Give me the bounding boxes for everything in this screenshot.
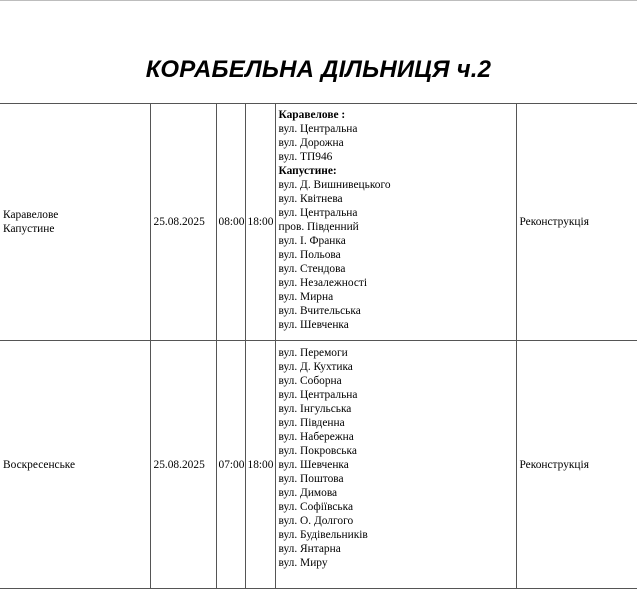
settlement-cell [0, 341, 150, 589]
street-item: вул. Центральна [278, 207, 358, 219]
street-item: вул. Димова [278, 487, 338, 499]
date-cell: 25.08.2025 [150, 104, 216, 341]
top-rule [0, 0, 637, 1]
street-item: вул. Набережна [278, 431, 354, 443]
street-item: вул. Стендова [278, 263, 346, 275]
date-cell: 25.08.2025 [150, 341, 216, 589]
street-item: вул. Д. Кухтика [278, 361, 353, 373]
street-item: вул. Центральна [278, 123, 358, 135]
page-title: КОРАБЕЛЬНА ДІЛЬНИЦЯ ч.2 [145, 56, 492, 83]
street-item: вул. Софіївська [278, 501, 354, 513]
work-type-cell: Реконструкція [516, 341, 637, 589]
table-row [0, 341, 637, 589]
place-header: Каравелове : [278, 109, 346, 121]
street-item: вул. Будівельників [278, 529, 368, 541]
street-item: вул. Янтарна [278, 543, 341, 555]
street-item: вул. Шевченка [278, 459, 349, 471]
street-item: пров. Південний [278, 221, 359, 233]
place-header: Капустине: [278, 165, 337, 177]
street-item: вул. Мирна [278, 291, 334, 303]
time-to-cell: 18:00 [245, 104, 275, 341]
street-item: вул. О. Долгого [278, 515, 354, 527]
settlement-name: Каравелове [3, 209, 59, 221]
time-from-cell: 07:00 [216, 341, 245, 589]
street-item: вул. Д. Вишнивецького [278, 179, 391, 191]
street-item: вул. Перемоги [278, 347, 348, 359]
street-item: вул. Поштова [278, 473, 344, 485]
streets-cell [275, 104, 516, 341]
settlement-name: Воскресенське [3, 458, 76, 471]
street-item: вул. Центральна [278, 389, 358, 401]
outage-schedule-table [0, 103, 637, 589]
street-item: вул. Незалежності [278, 277, 368, 289]
time-to-cell: 18:00 [245, 341, 275, 589]
street-item: вул. Інгульська [278, 403, 352, 415]
street-item: вул. І. Франка [278, 235, 346, 247]
street-item: вул. ТП946 [278, 151, 333, 163]
street-item: вул. Південна [278, 417, 345, 429]
street-item: вул. Покровська [278, 445, 357, 457]
table-row [0, 104, 637, 341]
street-item: вул. Миру [278, 557, 328, 569]
street-item: вул. Соборна [278, 375, 342, 387]
streets-cell [275, 341, 516, 589]
street-item: вул. Польова [278, 249, 341, 261]
work-type-cell: Реконструкція [516, 104, 637, 341]
settlement-cell [0, 104, 150, 341]
street-item: вул. Квітнева [278, 193, 343, 205]
settlement-name: Капустине [3, 223, 55, 235]
street-item: вул. Вчительська [278, 305, 361, 317]
street-item: вул. Шевченка [278, 319, 349, 331]
time-from-cell: 08:00 [216, 104, 245, 341]
street-item: вул. Дорожна [278, 137, 344, 149]
